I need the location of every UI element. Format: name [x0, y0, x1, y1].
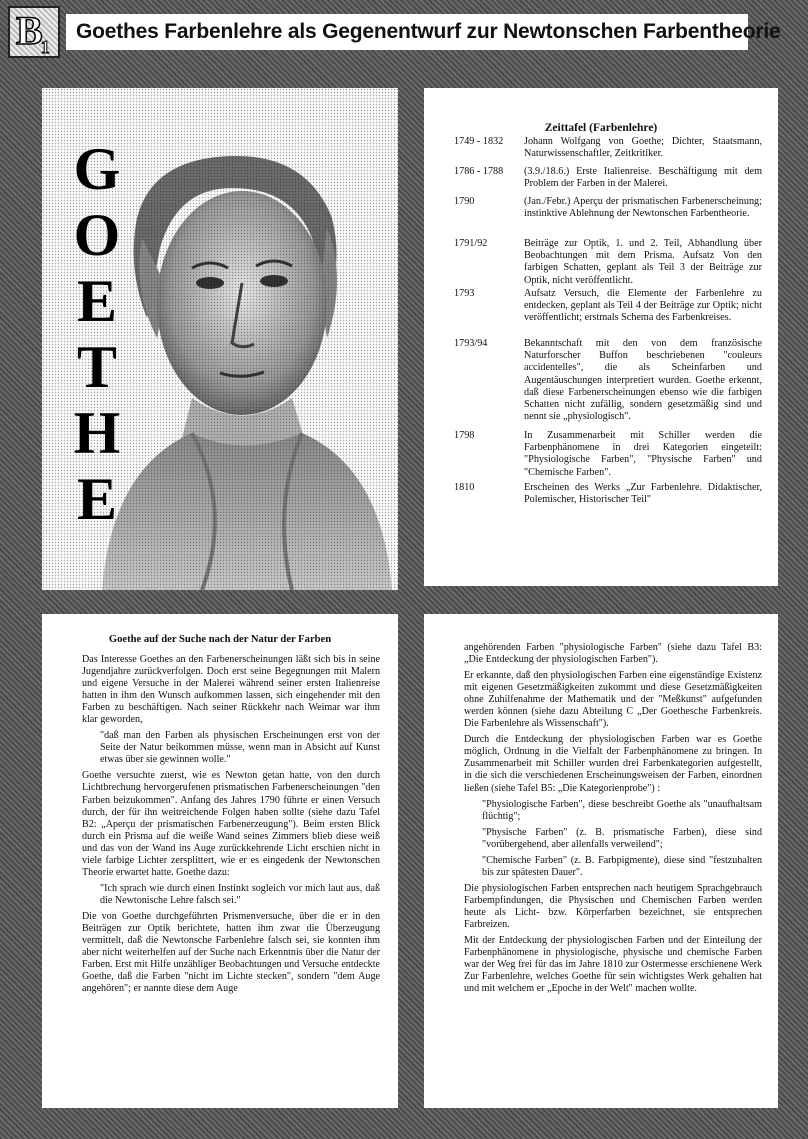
timeline-text: In Zusammenarbeit mit Schiller werden die Farbenphänomene in drei Kategorien eingeteilt: "Physiologische Farben", "Physische Farben" und "Chemische Farben".: [524, 430, 762, 478]
timeline-text: Erscheinen des Werks „Zur Farbenlehre. Didaktischer, Polemischer, Historischer Teil": [524, 482, 762, 506]
article-title: Goethe auf der Suche nach der Natur der Farben: [108, 634, 332, 645]
timeline-year: 1793: [454, 288, 475, 299]
timeline-text: (Jan./Febr.) Aperçu der prismatischen Farbenerscheinung; instinktive Ablehnung der Newtonschen Farbentheorie.: [524, 196, 762, 220]
paragraph: Die physiologischen Farben entsprechen nach heutigem Sprachgebrauch Farbempfindungen, die Physischen und Chemischen Farben werden heute als Licht- bzw. Körperfarben bezeichnet, sie entsprechen Farbreizen.: [464, 882, 762, 930]
paragraph: angehörenden Farben "physiologische Farben" (siehe dazu Tafel B3: „Die Entdeckung der physiologischen Farben").: [464, 642, 762, 666]
letter-e: E: [76, 268, 118, 334]
letter-o: O: [73, 202, 121, 268]
letter-t: T: [76, 334, 118, 400]
badge-label: $B_1$: [16, 8, 48, 57]
quote: "daß man den Farben als physischen Erscheinungen erst von der Seite der Natur beikommen müsse, wenn man in Absicht auf Kunst etwas über sie gewinnen wolle.": [100, 730, 380, 766]
panel-badge: [8, 6, 60, 58]
timeline-text: (3.9./18.6.) Erste Italienreise. Beschäftigung mit dem Problem der Farben in der Malerei.: [524, 166, 762, 190]
portrait-panel: [42, 88, 398, 590]
timeline-year: 1749 - 1832: [454, 136, 504, 147]
paragraph: Durch die Entdeckung der physiologischen Farben war es Goethe möglich, Ordnung in die Vielfalt der Farbenphänomene zu bringen. In Zusammenarbeit mit Schiller wurden drei Farbenkategorien aufgestellt, in die sich die verschiedenen Erscheinungsweisen der Farben, einordnen ließen (siehe Tafel B5: „Die Kategorienprobe") :: [464, 734, 762, 794]
timeline-year: 1798: [454, 430, 475, 441]
timeline-year: 1790: [454, 196, 475, 207]
letter-h: H: [73, 400, 121, 466]
timeline-year: 1786 - 1788: [454, 166, 504, 177]
timeline-text: Beiträge zur Optik, 1. und 2. Teil, Abhandlung über Beobachtungen mit dem Prisma. Aufsatz Von den farbigen Schatten, geplant als Teil 3 der Beiträge zur Optik, nicht veröffentlicht.: [524, 238, 762, 286]
timeline-text: Johann Wolfgang von Goethe; Dichter, Staatsmann, Naturwissenschaftler, Zeitkritiker.: [524, 136, 762, 160]
timeline-text: Bekanntschaft mit den von dem französische Naturforscher Buffon beschriebenen "couleurs accidentelles", die als Scheinfarben und Augentäuschungen interpretiert wurden. Goethe erkennt, daß diese Farbenerscheinungen ebenso wie die farbigen Schatten nicht zufällig, sondern gesetzmäßig sind und nennt sie „physiologisch".: [524, 338, 762, 423]
paragraph: Die von Goethe durchgeführten Prismenversuche, über die er in den Beiträgen zur Optik berichtete, hatten ihm zwar die Überzeugung vermittelt, daß die Newtonsche Farbenlehre falsch sei, sie konnten ihm aber nicht weiterhelfen auf der Suche nach Erkenntnis über die Natur der Farben. Erst mit Hilfe unzähliger Beobachtungen und Versuche entdeckte Goethe, daß die Farben "nicht im Lichte stecken", sondern "dem Auge angehören"; er nannte diese dem Auge: [82, 910, 380, 995]
article-body-left: [82, 654, 380, 999]
timeline-year: 1791/92: [454, 238, 488, 249]
article-panel-right: [424, 614, 778, 1108]
paragraph: Mit der Entdeckung der physiologischen Farben und der Einteilung der Farbenphänomene in physiologische, physische und chemische Farben war der Weg frei für das im Jahre 1810 zur Ostermesse erschienene Werk Zur Farbenlehre, welches Goethe für sein wichtigstes Werk gehalten hat und mit welchem er „Epoche in der Welt" machen wollte.: [464, 935, 762, 995]
letter-e2: E: [76, 466, 118, 532]
timeline-panel: [424, 88, 778, 586]
paragraph: Das Interesse Goethes an den Farbenerscheinungen läßt sich bis in seine Jugendjahre zurückverfolgen. Doch erst seine Begegnungen mit Malern und eigene Versuche in der Malerei während seiner ersten Italienreise hatten in ihm den Wunsch aufkommen lassen, sich eingehender mit den Farben zu beschäftigen. Nach seiner Rückkehr nach Weimar war ihm klar geworden,: [82, 654, 380, 726]
article-panel-left: [42, 614, 398, 1108]
goethe-vertical-letters: [62, 136, 132, 532]
paragraph: Er erkannte, daß den physiologischen Farben eine eigenständige Existenz mit eigenen Gesetzmäßigkeiten zukommt und diese Gesetzmäßigkeiten ohne Zuhilfenahme der Mathematik und der "Meßkunst" aufgefunden werden können (siehe dazu Abteilung C „Der Goethesche Farbenkreis. Die Farbenlehre als Wissenschaft").: [464, 670, 762, 730]
quote: "Ich sprach wie durch einen Instinkt sogleich vor mich laut aus, daß die Newtonische Lehre falsch sei.": [100, 882, 380, 906]
paragraph: Goethe versuchte zuerst, wie es Newton getan hatte, von den durch Lichtbrechung hervorgerufenen prismatischen Farbenerscheinungen "den Farben beizukommen". Anfang des Jahres 1790 führte er einen Versuch durch, der für ihn weitreichende Folgen haben sollte (siehe dazu Tafel B2: „Aperçu der prismatischen Farbenerzeugung"). Beim ersten Blick durch ein Prisma auf die weiße Wand seines Zimmers blieb diese weiß und das von der Wand ins Auge zurückkehrende Licht erschien nicht in viele farbige Lichter zersplittert, wie er es eingedenk der Newtonschen Theorie erwartet hatte. Goethe dazu:: [82, 770, 380, 878]
timeline-year: 1793/94: [454, 338, 488, 349]
quote: "Physische Farben" (z. B. prismatische Farben), diese sind "vorübergehend, aber allenfalls verweilend";: [482, 826, 762, 850]
timeline-title: Zeittafel (Farbenlehre): [544, 122, 658, 134]
letter-g: G: [73, 136, 121, 202]
quote: "Physiologische Farben", diese beschreibt Goethe als "unaufhaltsam flüchtig";: [482, 798, 762, 822]
page-title: Goethes Farbenlehre als Gegenentwurf zur Newtonschen Farbentheorie: [66, 14, 748, 50]
timeline-year: 1810: [454, 482, 475, 493]
quote: "Chemische Farben" (z. B. Farbpigmente), diese sind "festzuhalten bis zur spätesten Dauer".: [482, 854, 762, 878]
article-body-right: [464, 642, 762, 999]
timeline-text: Aufsatz Versuch, die Elemente der Farbenlehre zu entdecken, geplant als Teil 4 der Beiträge zur Optik; nicht veröffentlicht; erstmals Schema des Farbenkreises.: [524, 288, 762, 324]
